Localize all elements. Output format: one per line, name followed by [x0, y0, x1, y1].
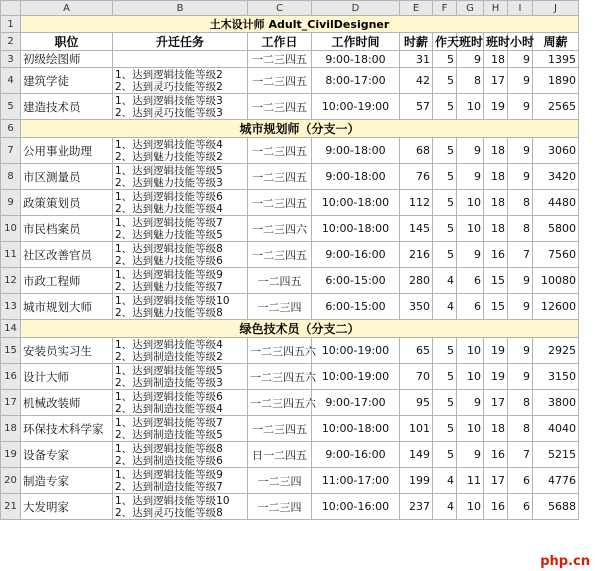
header-cell-end[interactable]: 班时: [484, 33, 508, 51]
task-line: 2、达到灵巧技能等级8: [115, 506, 223, 519]
section-title-cell[interactable]: 绿色技术员（分支二）: [21, 320, 579, 338]
weekly-wage-cell[interactable]: 12600: [533, 294, 579, 320]
hours-cell[interactable]: 9: [508, 164, 533, 190]
hours-cell[interactable]: 8: [508, 390, 533, 416]
header-cell-workdays[interactable]: 工作日: [248, 33, 312, 51]
workdays-cell[interactable]: 一二三四五: [248, 68, 312, 94]
header-cell-task[interactable]: 升迁任务: [113, 33, 248, 51]
row-number[interactable]: 2: [1, 33, 21, 51]
days-count-cell[interactable]: 5: [433, 338, 457, 364]
days-count-cell[interactable]: 5: [433, 242, 457, 268]
job-name-cell[interactable]: 建筑学徒: [21, 68, 113, 94]
weekly-wage-cell[interactable]: 2925: [533, 338, 579, 364]
worktime-cell[interactable]: 6:00-15:00: [312, 294, 400, 320]
table-row: [1, 68, 579, 94]
start-hour-cell[interactable]: 8: [457, 68, 484, 94]
table-row: [1, 364, 579, 390]
hourly-wage-cell[interactable]: 42: [400, 68, 433, 94]
end-hour-cell[interactable]: 18: [484, 138, 508, 164]
promotion-task-cell[interactable]: [113, 68, 248, 94]
start-hour-cell[interactable]: 10: [457, 94, 484, 120]
weekly-wage-cell[interactable]: 4776: [533, 468, 579, 494]
days-count-cell[interactable]: 4: [433, 268, 457, 294]
task-line: 2、达到魅力技能等级7: [115, 280, 223, 293]
column-header-j[interactable]: J: [533, 1, 579, 16]
hourly-wage-cell[interactable]: 57: [400, 94, 433, 120]
task-line: 1、达到逻辑技能等级10: [115, 494, 230, 507]
days-count-cell[interactable]: 4: [433, 494, 457, 520]
row-number[interactable]: 19: [1, 442, 21, 468]
task-line: 1、达到逻辑技能等级7: [115, 416, 223, 429]
promotion-task-cell[interactable]: [113, 364, 248, 390]
end-hour-cell[interactable]: 18: [484, 51, 508, 68]
task-line: 2、达到制造技能等级2: [115, 350, 223, 363]
job-name-cell[interactable]: 市区测量员: [21, 164, 113, 190]
days-count-cell[interactable]: 5: [433, 94, 457, 120]
hours-cell[interactable]: 9: [508, 138, 533, 164]
column-header-c[interactable]: C: [248, 1, 312, 16]
promotion-task-cell[interactable]: [113, 138, 248, 164]
hourly-wage-cell[interactable]: 216: [400, 242, 433, 268]
days-count-cell[interactable]: 5: [433, 138, 457, 164]
row-number[interactable]: 1: [1, 16, 21, 33]
table-row: [1, 494, 579, 520]
start-hour-cell[interactable]: 9: [457, 138, 484, 164]
job-name-cell[interactable]: 机械改装师: [21, 390, 113, 416]
row-number[interactable]: 11: [1, 242, 21, 268]
task-line: 1、达到逻辑技能等级3: [115, 94, 223, 107]
task-line: 1、达到逻辑技能等级6: [115, 390, 223, 403]
days-count-cell[interactable]: 4: [433, 294, 457, 320]
watermark-logo: php.cn: [540, 554, 590, 569]
hourly-wage-cell[interactable]: 70: [400, 364, 433, 390]
hours-cell[interactable]: 8: [508, 416, 533, 442]
worktime-cell[interactable]: 10:00-19:00: [312, 338, 400, 364]
end-hour-cell[interactable]: 18: [484, 416, 508, 442]
hours-cell[interactable]: 6: [508, 494, 533, 520]
hourly-wage-cell[interactable]: 145: [400, 216, 433, 242]
header-cell-position[interactable]: 职位: [21, 33, 113, 51]
worktime-cell[interactable]: 10:00-18:00: [312, 216, 400, 242]
weekly-wage-cell[interactable]: 5688: [533, 494, 579, 520]
task-line: 1、达到逻辑技能等级10: [115, 294, 230, 307]
worktime-cell[interactable]: 8:00-17:00: [312, 68, 400, 94]
days-count-cell[interactable]: 5: [433, 51, 457, 68]
start-hour-cell[interactable]: 10: [457, 216, 484, 242]
table-row: [1, 216, 579, 242]
task-line: 1、达到逻辑技能等级5: [115, 164, 223, 177]
table-row: [1, 338, 579, 364]
start-hour-cell[interactable]: 9: [457, 164, 484, 190]
job-name-cell[interactable]: 城市规划大师: [21, 294, 113, 320]
weekly-wage-cell[interactable]: 2565: [533, 94, 579, 120]
table-row: [1, 190, 579, 216]
job-name-cell[interactable]: 设备专家: [21, 442, 113, 468]
worktime-cell[interactable]: 9:00-17:00: [312, 390, 400, 416]
workdays-cell[interactable]: 一二三四五: [248, 138, 312, 164]
worktime-cell[interactable]: 10:00-18:00: [312, 190, 400, 216]
hourly-wage-cell[interactable]: 149: [400, 442, 433, 468]
table-row: [1, 468, 579, 494]
end-hour-cell[interactable]: 16: [484, 442, 508, 468]
end-hour-cell[interactable]: 19: [484, 94, 508, 120]
task-line: 2、达到灵巧技能等级3: [115, 106, 223, 119]
title-row: [1, 16, 579, 33]
promotion-task-cell[interactable]: [113, 416, 248, 442]
hourly-wage-cell[interactable]: 237: [400, 494, 433, 520]
workdays-cell[interactable]: 一二三四六: [248, 216, 312, 242]
start-hour-cell[interactable]: 9: [457, 51, 484, 68]
promotion-task-cell[interactable]: [113, 338, 248, 364]
worktime-cell[interactable]: 10:00-18:00: [312, 416, 400, 442]
days-count-cell[interactable]: 5: [433, 416, 457, 442]
promotion-task-cell[interactable]: [113, 442, 248, 468]
worktime-cell[interactable]: 9:00-18:00: [312, 164, 400, 190]
weekly-wage-cell[interactable]: 5215: [533, 442, 579, 468]
job-name-cell[interactable]: 建造技术员: [21, 94, 113, 120]
task-line: 1、达到逻辑技能等级2: [115, 68, 223, 81]
row-number[interactable]: 12: [1, 268, 21, 294]
days-count-cell[interactable]: 5: [433, 190, 457, 216]
column-header-b[interactable]: B: [113, 1, 248, 16]
workdays-cell[interactable]: 一二三四: [248, 294, 312, 320]
promotion-task-cell[interactable]: [113, 216, 248, 242]
worktime-cell[interactable]: 9:00-18:00: [312, 51, 400, 68]
select-all-corner[interactable]: [1, 1, 21, 16]
workdays-cell[interactable]: 一二三四五六: [248, 364, 312, 390]
promotion-task-cell[interactable]: [113, 94, 248, 120]
weekly-wage-cell[interactable]: 4480: [533, 190, 579, 216]
row-number[interactable]: 17: [1, 390, 21, 416]
days-count-cell[interactable]: 5: [433, 442, 457, 468]
weekly-wage-cell[interactable]: 10080: [533, 268, 579, 294]
row-number[interactable]: 6: [1, 120, 21, 138]
header-cell-start[interactable]: 班时: [457, 33, 484, 51]
job-name-cell[interactable]: 市民档案员: [21, 216, 113, 242]
task-line: 2、达到魅力技能等级8: [115, 306, 223, 319]
task-line: 2、达到制造技能等级7: [115, 480, 223, 493]
start-hour-cell[interactable]: 9: [457, 442, 484, 468]
promotion-task-cell[interactable]: [113, 268, 248, 294]
column-header-h[interactable]: H: [484, 1, 508, 16]
hours-cell[interactable]: 9: [508, 364, 533, 390]
task-line: 2、达到魅力技能等级3: [115, 176, 223, 189]
column-header-f[interactable]: F: [433, 1, 457, 16]
worktime-cell[interactable]: 11:00-17:00: [312, 468, 400, 494]
worktime-cell[interactable]: 9:00-16:00: [312, 442, 400, 468]
workdays-cell[interactable]: 一二三四五: [248, 51, 312, 68]
table-row: [1, 138, 579, 164]
job-name-cell[interactable]: 市政工程师: [21, 268, 113, 294]
start-hour-cell[interactable]: 10: [457, 416, 484, 442]
table-row: [1, 294, 579, 320]
promotion-task-cell[interactable]: [113, 294, 248, 320]
job-name-cell[interactable]: 初级绘图师: [21, 51, 113, 68]
table-row: [1, 51, 579, 68]
table-row: [1, 390, 579, 416]
task-line: 2、达到制造技能等级4: [115, 402, 223, 415]
table-row: [1, 442, 579, 468]
task-line: 2、达到魅力技能等级2: [115, 150, 223, 163]
promotion-task-cell[interactable]: [113, 494, 248, 520]
end-hour-cell[interactable]: 15: [484, 268, 508, 294]
sheet-title-cell[interactable]: 土木设计师 Adult_CivilDesigner: [21, 16, 579, 33]
column-header-row: [1, 1, 579, 16]
task-line: 1、达到逻辑技能等级8: [115, 442, 223, 455]
hourly-wage-cell[interactable]: 280: [400, 268, 433, 294]
hours-cell[interactable]: 8: [508, 190, 533, 216]
worktime-cell[interactable]: 10:00-16:00: [312, 494, 400, 520]
row-number[interactable]: 18: [1, 416, 21, 442]
workdays-cell[interactable]: 一二三四五: [248, 164, 312, 190]
workdays-cell[interactable]: 一二三四: [248, 494, 312, 520]
end-hour-cell[interactable]: 16: [484, 494, 508, 520]
worktime-cell[interactable]: 10:00-19:00: [312, 94, 400, 120]
workdays-cell[interactable]: 一二三四五: [248, 94, 312, 120]
section-row: [1, 120, 579, 138]
hourly-wage-cell[interactable]: 112: [400, 190, 433, 216]
days-count-cell[interactable]: 5: [433, 164, 457, 190]
row-number[interactable]: 9: [1, 190, 21, 216]
job-name-cell[interactable]: 社区改善官员: [21, 242, 113, 268]
task-line: 1、达到逻辑技能等级4: [115, 338, 223, 351]
start-hour-cell[interactable]: 9: [457, 242, 484, 268]
weekly-wage-cell[interactable]: 3150: [533, 364, 579, 390]
header-cell-hours[interactable]: 小时: [508, 33, 533, 51]
task-line: 2、达到制造技能等级5: [115, 428, 223, 441]
task-line: 2、达到灵巧技能等级2: [115, 80, 223, 93]
hours-cell[interactable]: 9: [508, 94, 533, 120]
column-title-row: [1, 33, 579, 51]
hourly-wage-cell[interactable]: 95: [400, 390, 433, 416]
hourly-wage-cell[interactable]: 31: [400, 51, 433, 68]
header-cell-weekly[interactable]: 周薪: [533, 33, 579, 51]
days-count-cell[interactable]: 5: [433, 68, 457, 94]
task-line: 1、达到逻辑技能等级8: [115, 242, 223, 255]
start-hour-cell[interactable]: 10: [457, 494, 484, 520]
task-line: 2、达到魅力技能等级5: [115, 228, 223, 241]
task-line: 1、达到逻辑技能等级7: [115, 216, 223, 229]
row-number[interactable]: 4: [1, 68, 21, 94]
weekly-wage-cell[interactable]: 3800: [533, 390, 579, 416]
start-hour-cell[interactable]: 10: [457, 190, 484, 216]
column-header-e[interactable]: E: [400, 1, 433, 16]
end-hour-cell[interactable]: 18: [484, 216, 508, 242]
hours-cell[interactable]: 7: [508, 242, 533, 268]
promotion-task-cell[interactable]: [113, 242, 248, 268]
end-hour-cell[interactable]: 18: [484, 190, 508, 216]
job-name-cell[interactable]: 环保技术科学家: [21, 416, 113, 442]
workdays-cell[interactable]: 一二四五: [248, 268, 312, 294]
task-line: 2、达到制造技能等级3: [115, 376, 223, 389]
end-hour-cell[interactable]: 18: [484, 164, 508, 190]
job-name-cell[interactable]: 政策策划员: [21, 190, 113, 216]
weekly-wage-cell[interactable]: 7560: [533, 242, 579, 268]
promotion-task-cell[interactable]: [113, 468, 248, 494]
worktime-cell[interactable]: 10:00-19:00: [312, 364, 400, 390]
column-header-i[interactable]: I: [508, 1, 533, 16]
end-hour-cell[interactable]: 19: [484, 364, 508, 390]
hourly-wage-cell[interactable]: 350: [400, 294, 433, 320]
row-number[interactable]: 15: [1, 338, 21, 364]
row-number[interactable]: 16: [1, 364, 21, 390]
end-hour-cell[interactable]: 17: [484, 68, 508, 94]
hourly-wage-cell[interactable]: 101: [400, 416, 433, 442]
column-header-d[interactable]: D: [312, 1, 400, 16]
task-line: 1、达到逻辑技能等级4: [115, 138, 223, 151]
promotion-task-cell[interactable]: [113, 190, 248, 216]
workdays-cell[interactable]: 一二三四五六: [248, 390, 312, 416]
table-row: [1, 94, 579, 120]
weekly-wage-cell[interactable]: 3420: [533, 164, 579, 190]
workdays-cell[interactable]: 日一二四五: [248, 442, 312, 468]
row-number[interactable]: 20: [1, 468, 21, 494]
row-number[interactable]: 21: [1, 494, 21, 520]
table-row: [1, 242, 579, 268]
end-hour-cell[interactable]: 17: [484, 468, 508, 494]
weekly-wage-cell[interactable]: 3060: [533, 138, 579, 164]
hours-cell[interactable]: 7: [508, 442, 533, 468]
worktime-cell[interactable]: 9:00-16:00: [312, 242, 400, 268]
workdays-cell[interactable]: 一二三四五: [248, 190, 312, 216]
job-name-cell[interactable]: 公用事业助理: [21, 138, 113, 164]
table-row: [1, 268, 579, 294]
table-row: [1, 416, 579, 442]
task-line: 1、达到逻辑技能等级5: [115, 364, 223, 377]
section-row: [1, 320, 579, 338]
days-count-cell[interactable]: 5: [433, 364, 457, 390]
workdays-cell[interactable]: 一二三四五六: [248, 338, 312, 364]
row-number[interactable]: 14: [1, 320, 21, 338]
start-hour-cell[interactable]: 9: [457, 390, 484, 416]
header-cell-days[interactable]: 作天: [433, 33, 457, 51]
end-hour-cell[interactable]: 19: [484, 338, 508, 364]
worktime-cell[interactable]: 9:00-18:00: [312, 138, 400, 164]
job-name-cell[interactable]: 制造专家: [21, 468, 113, 494]
column-header-g[interactable]: G: [457, 1, 484, 16]
hourly-wage-cell[interactable]: 68: [400, 138, 433, 164]
task-line: 1、达到逻辑技能等级9: [115, 468, 223, 481]
start-hour-cell[interactable]: 11: [457, 468, 484, 494]
hourly-wage-cell[interactable]: 76: [400, 164, 433, 190]
days-count-cell[interactable]: 5: [433, 216, 457, 242]
hours-cell[interactable]: 9: [508, 68, 533, 94]
job-name-cell[interactable]: 安装员实习生: [21, 338, 113, 364]
hourly-wage-cell[interactable]: 199: [400, 468, 433, 494]
start-hour-cell[interactable]: 6: [457, 294, 484, 320]
hours-cell[interactable]: 9: [508, 338, 533, 364]
end-hour-cell[interactable]: 16: [484, 242, 508, 268]
hourly-wage-cell[interactable]: 65: [400, 338, 433, 364]
task-line: 1、达到逻辑技能等级6: [115, 190, 223, 203]
hours-cell[interactable]: 8: [508, 216, 533, 242]
row-number[interactable]: 7: [1, 138, 21, 164]
task-line: 1、达到逻辑技能等级9: [115, 268, 223, 281]
hours-cell[interactable]: 6: [508, 468, 533, 494]
workdays-cell[interactable]: 一二三四五: [248, 416, 312, 442]
header-cell-worktime[interactable]: 工作时间: [312, 33, 400, 51]
promotion-task-cell[interactable]: [113, 51, 248, 68]
weekly-wage-cell[interactable]: 1890: [533, 68, 579, 94]
hours-cell[interactable]: 9: [508, 268, 533, 294]
task-line: 2、达到制造技能等级6: [115, 454, 223, 467]
table-row: [1, 164, 579, 190]
start-hour-cell[interactable]: 10: [457, 338, 484, 364]
row-number[interactable]: 5: [1, 94, 21, 120]
row-number[interactable]: 10: [1, 216, 21, 242]
header-cell-hourly[interactable]: 时薪: [400, 33, 433, 51]
row-number[interactable]: 8: [1, 164, 21, 190]
workdays-cell[interactable]: 一二三四: [248, 468, 312, 494]
task-line: 2、达到魅力技能等级6: [115, 254, 223, 267]
days-count-cell[interactable]: 4: [433, 468, 457, 494]
weekly-wage-cell[interactable]: 1395: [533, 51, 579, 68]
task-line: 2、达到魅力技能等级4: [115, 202, 223, 215]
job-name-cell[interactable]: 设计大师: [21, 364, 113, 390]
end-hour-cell[interactable]: 17: [484, 390, 508, 416]
end-hour-cell[interactable]: 15: [484, 294, 508, 320]
start-hour-cell[interactable]: 6: [457, 268, 484, 294]
section-title-cell[interactable]: 城市规划师（分支一）: [21, 120, 579, 138]
worktime-cell[interactable]: 6:00-15:00: [312, 268, 400, 294]
days-count-cell[interactable]: 5: [433, 390, 457, 416]
row-number[interactable]: 13: [1, 294, 21, 320]
workdays-cell[interactable]: 一二三四五: [248, 242, 312, 268]
promotion-task-cell[interactable]: [113, 390, 248, 416]
column-header-a[interactable]: A: [21, 1, 113, 16]
weekly-wage-cell[interactable]: 4040: [533, 416, 579, 442]
weekly-wage-cell[interactable]: 5800: [533, 216, 579, 242]
promotion-task-cell[interactable]: [113, 164, 248, 190]
hours-cell[interactable]: 9: [508, 294, 533, 320]
hours-cell[interactable]: 9: [508, 51, 533, 68]
row-number[interactable]: 3: [1, 51, 21, 68]
job-name-cell[interactable]: 大发明家: [21, 494, 113, 520]
start-hour-cell[interactable]: 10: [457, 364, 484, 390]
